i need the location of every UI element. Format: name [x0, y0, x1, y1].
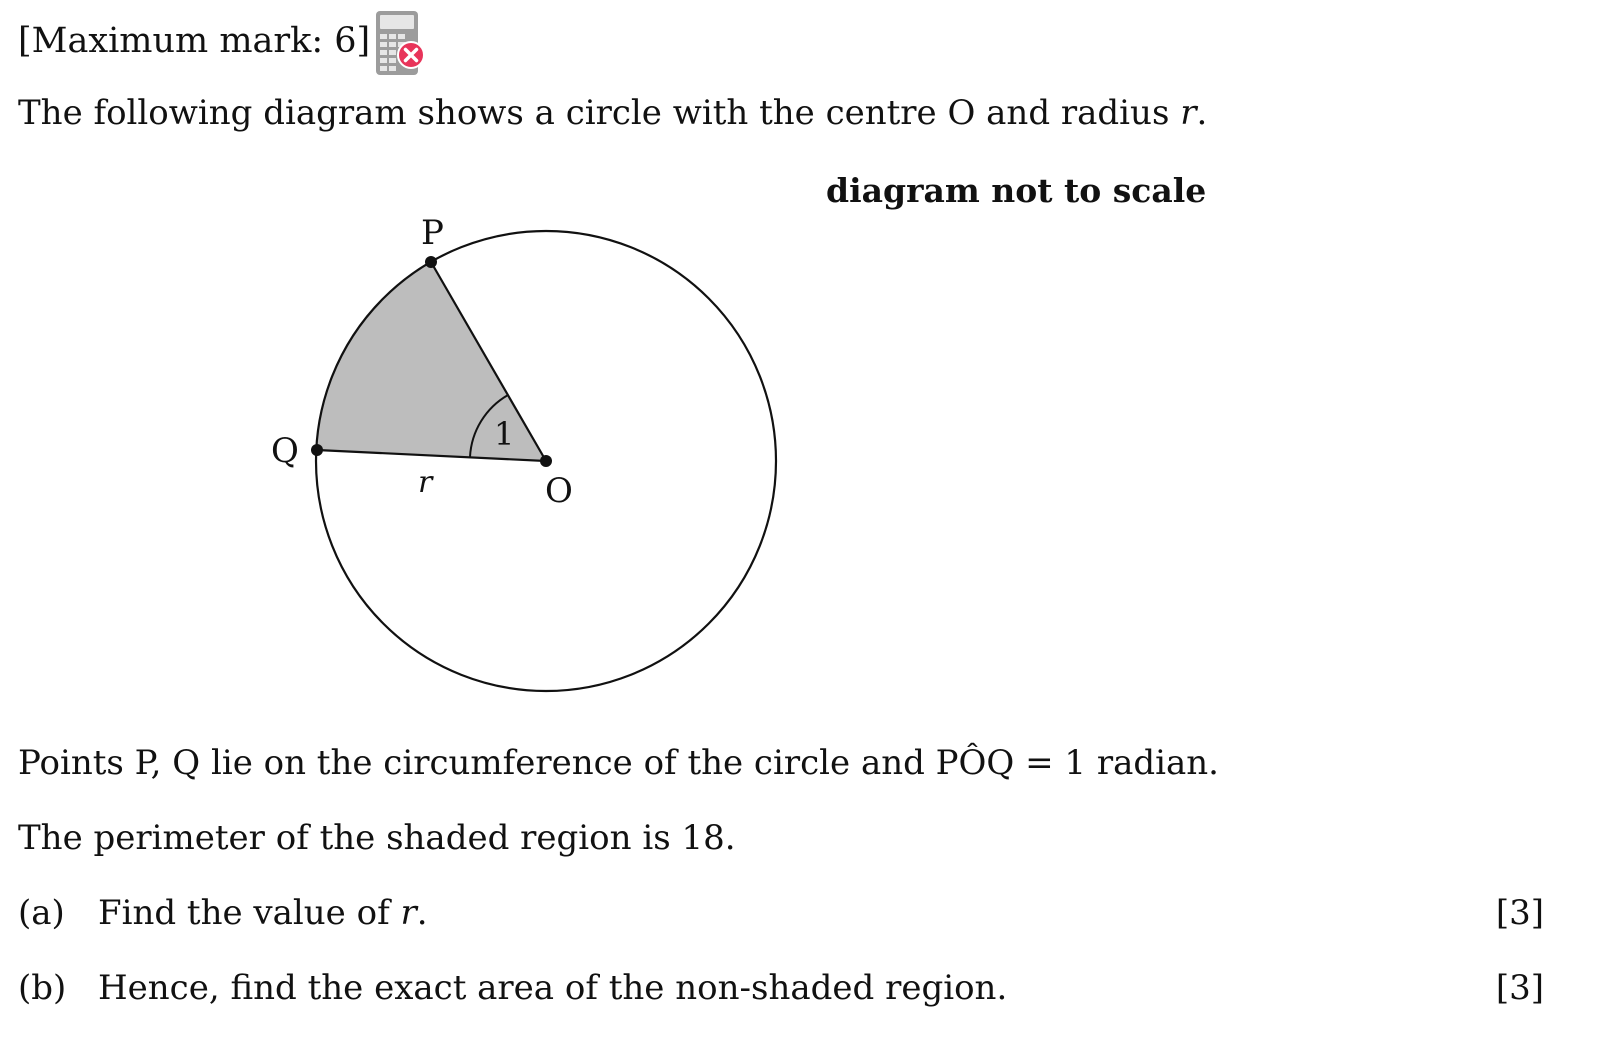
- point-q-dot: [311, 444, 323, 456]
- part-a-label: (a): [18, 893, 65, 933]
- part-b: [18, 968, 1008, 1008]
- label-angle: 1: [494, 415, 515, 453]
- label-p: P: [421, 213, 444, 253]
- intro-text: The following diagram shows a circle with the centre O and radius r.: [18, 93, 1208, 133]
- part-a: [18, 893, 428, 933]
- part-b-marks: [3]: [1495, 968, 1544, 1008]
- part-a-marks: [3]: [1495, 893, 1544, 933]
- point-p-dot: [425, 256, 437, 268]
- label-o: O: [545, 471, 573, 511]
- label-q: Q: [271, 431, 299, 471]
- max-mark-heading: [Maximum mark: 6]: [18, 21, 371, 61]
- diagram-scale-note: diagram not to scale: [826, 171, 1207, 210]
- label-radius: r: [418, 465, 433, 500]
- part-b-text: Hence, find the exact area of the non-shaded region.: [98, 968, 1008, 1008]
- perimeter-statement: The perimeter of the shaded region is 18.: [18, 818, 736, 858]
- part-b-label: (b): [18, 968, 67, 1008]
- part-a-text: Find the value of r.: [98, 893, 428, 933]
- point-o-dot: [540, 455, 552, 467]
- points-statement: Points P, Q lie on the circumference of the circle and PÔQ = 1 radian.: [18, 743, 1219, 783]
